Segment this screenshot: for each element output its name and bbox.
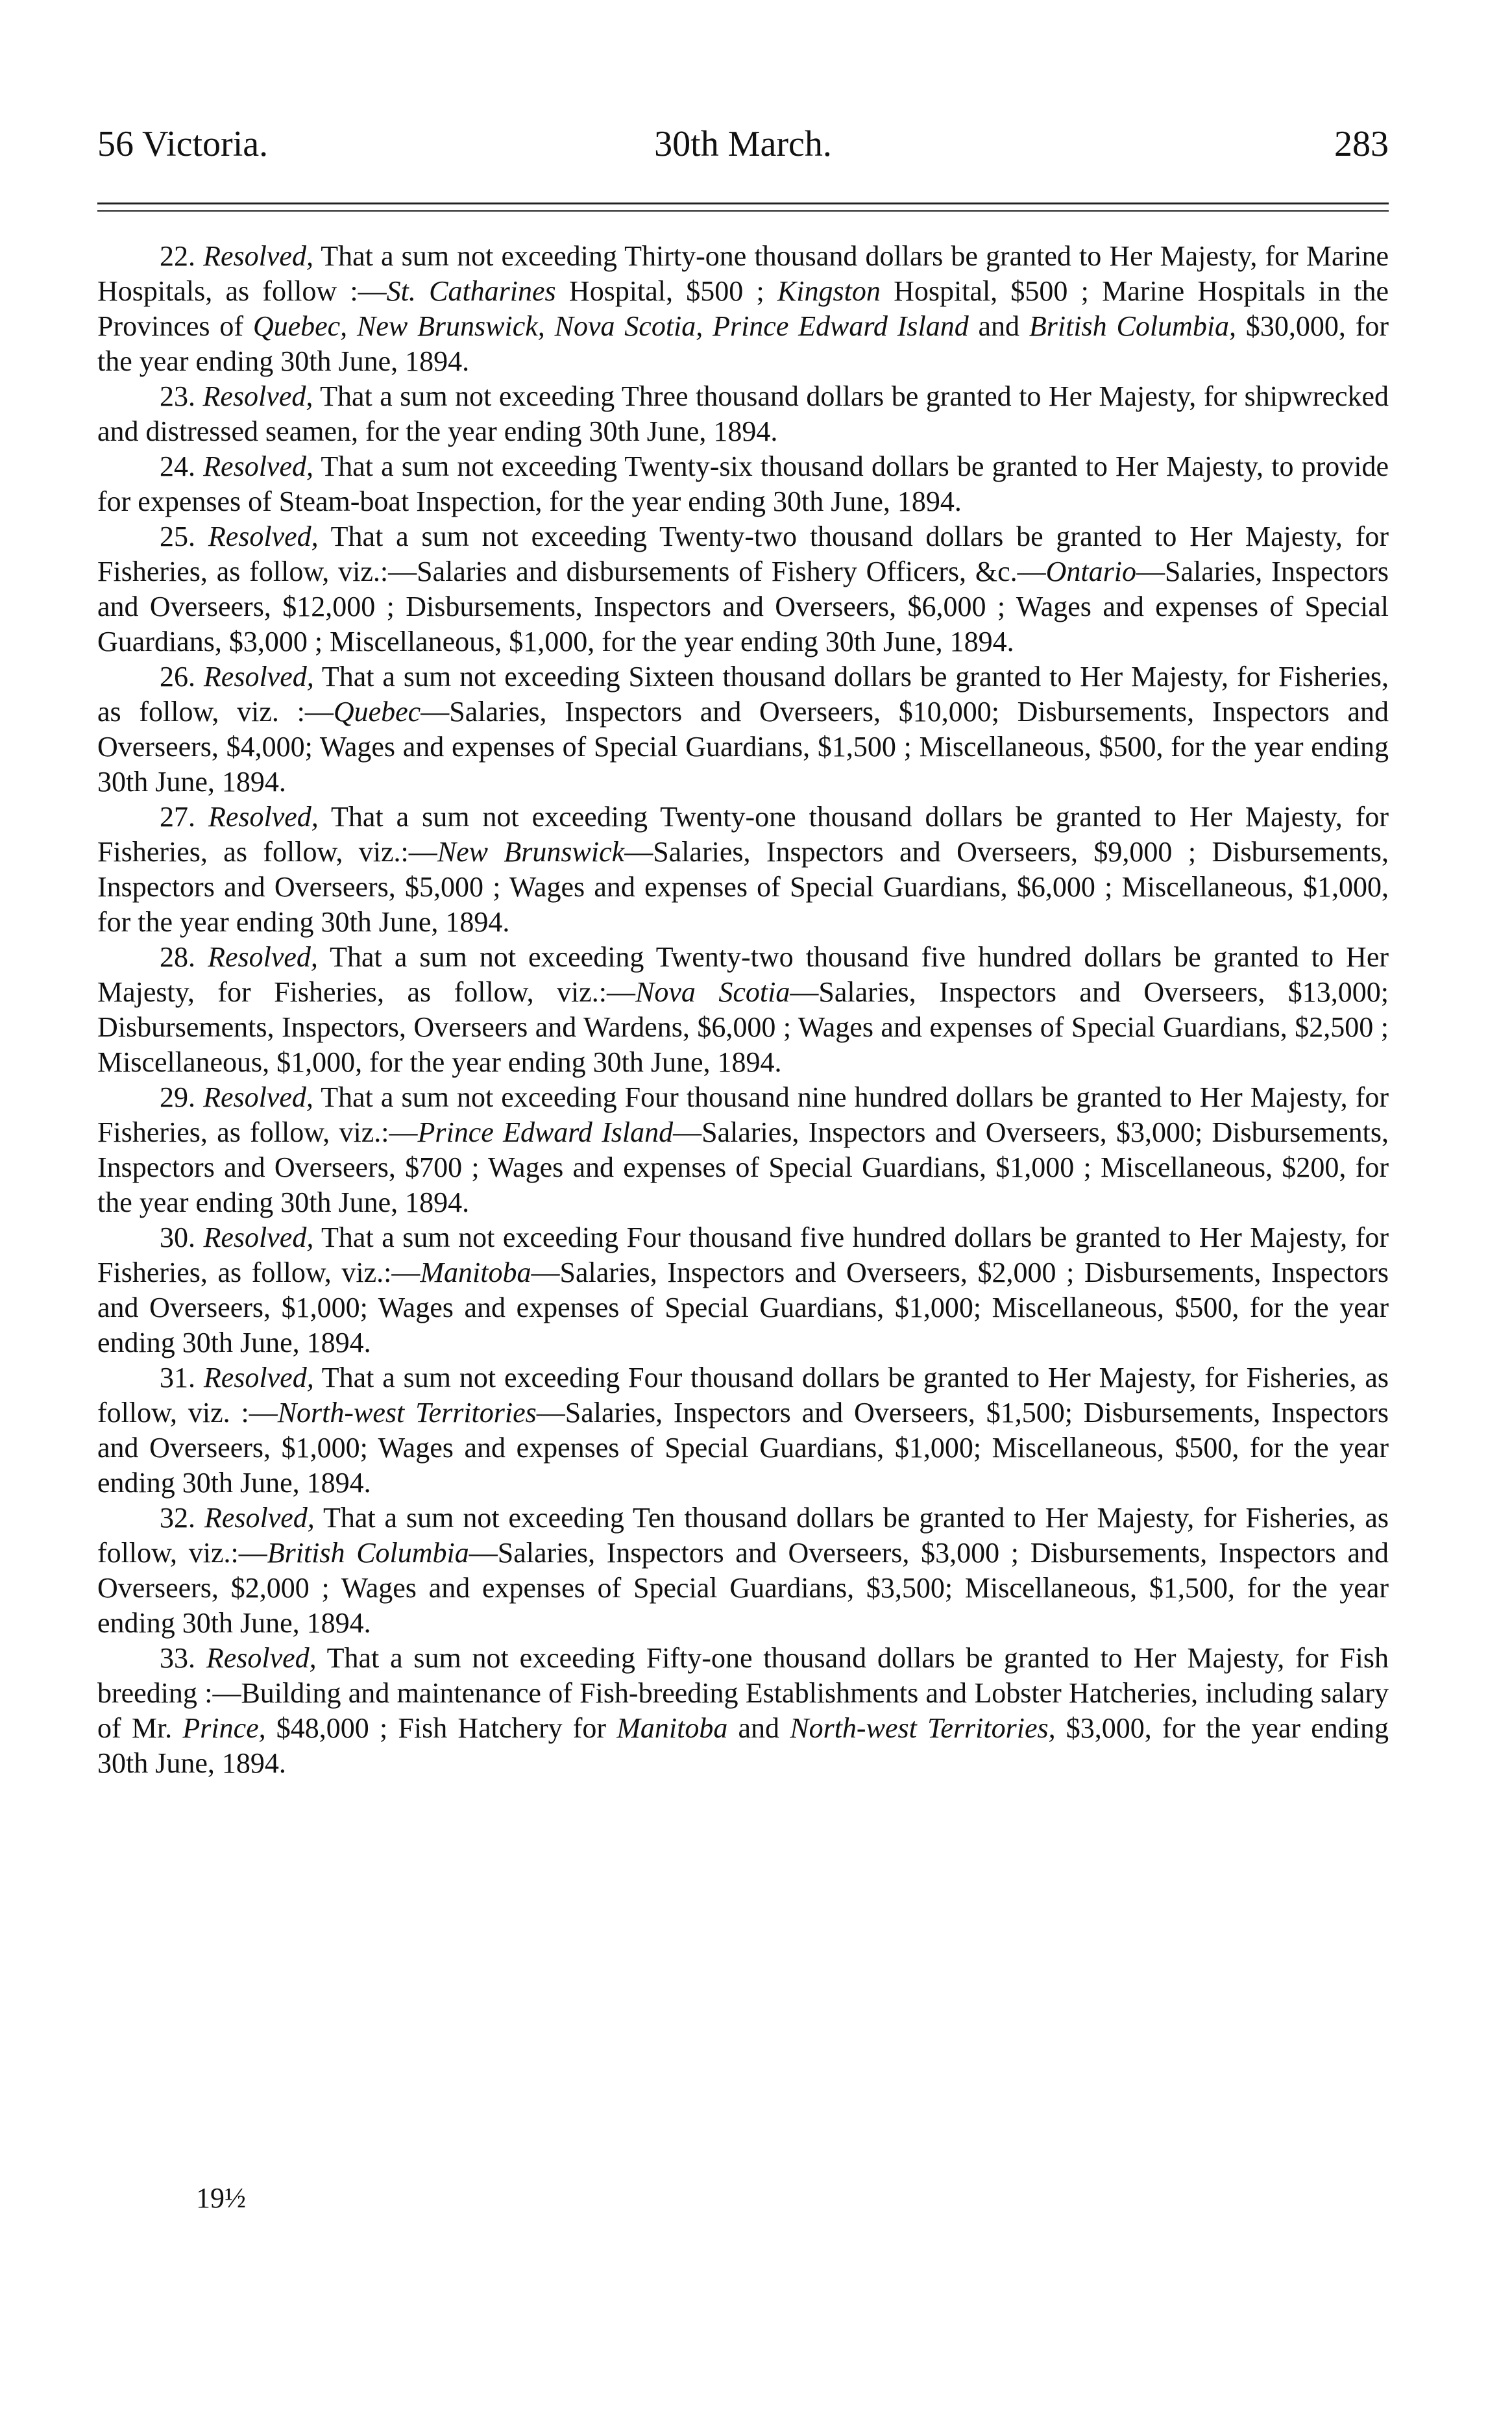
place-name: Kingston (777, 275, 881, 307)
resolution-text: That a sum not exceeding Sixteen thousand dollars be granted to Her Majesty, for Fisheries, as follow, viz. :— (97, 661, 1389, 728)
resolution-31 (97, 1360, 1389, 1501)
resolution-text: $30,000, for the year ending 30th June, 1894. (97, 310, 1389, 377)
resolution-text: $3,000, for the year ending 30th June, 1894. (97, 1712, 1389, 1779)
resolution-text: That a sum not exceeding Thirty-one thousand dollars be granted to Her Majesty, for Marine Hospitals, as follow :— (97, 240, 1389, 307)
resolution-text: and (727, 1712, 790, 1744)
header-session: 56 Victoria. (97, 124, 269, 164)
resolution-lead: Resolved, (203, 1081, 313, 1113)
resolution-number: 31. (160, 1362, 195, 1393)
resolution-text: That a sum not exceeding Three thousand dollars be granted to Her Majesty, for shipwrecked and distressed seamen, for the year ending 30th June, 1894. (97, 380, 1389, 447)
resolution-23 (97, 379, 1389, 449)
place-name: New Brunswick (437, 836, 625, 868)
resolution-lead: Resolved, (203, 450, 313, 482)
resolution-number: 27. (160, 801, 195, 833)
place-name: Quebec (333, 696, 421, 728)
person-name: Prince, (182, 1712, 266, 1744)
resolution-number: 33. (160, 1642, 195, 1674)
signature-mark: 19½ (196, 2182, 246, 2214)
resolution-lead: Resolved, (208, 941, 318, 973)
resolution-lead: Resolved, (203, 1362, 314, 1393)
resolution-text: —Salaries, Inspectors and Overseers, $3,000 ; Disbursements, Inspectors and Overseers, $2,000 ; Wages and expenses of Special Guardians, $3,500; Miscellaneous, $1,500, for the year ending 30th June, 1894. (97, 1537, 1389, 1639)
resolution-number: 22. (160, 240, 195, 272)
resolution-number: 23. (160, 380, 195, 412)
header-rule-thick (97, 202, 1389, 204)
resolution-text: and (968, 310, 1029, 342)
place-name: British Columbia (267, 1537, 469, 1569)
resolution-lead: Resolved, (203, 661, 314, 693)
resolution-text: That a sum not exceeding Fifty-one thousand dollars be granted to Her Majesty, for Fish breeding :—Building and maintenance of Fish-breeding Establishments and Lobster Hatcheries, including salary of Mr. (97, 1642, 1389, 1744)
place-name: Quebec, New Brunswick, Nova Scotia, Prince Edward Island (252, 310, 969, 342)
resolution-text: That a sum not exceeding Twenty-two thousand five hundred dollars be granted to Her Majesty, for Fisheries, as follow, viz.:— (97, 941, 1389, 1008)
place-name: Nova Scotia (635, 976, 790, 1008)
resolution-number: 32. (160, 1502, 195, 1534)
resolution-text: Hospital, $500 ; Marine Hospitals in the Provinces of (97, 275, 1389, 342)
place-name: British Columbia, (1029, 310, 1237, 342)
resolution-text: —Salaries, Inspectors and Overseers, $1,500; Disbursements, Inspectors and Overseers, $1,000; Wages and expenses of Special Guardians, $1,000; Miscellaneous, $500, for the year ending 30th June, 1894. (97, 1397, 1389, 1499)
resolution-27 (97, 800, 1389, 940)
resolution-text: —Salaries, Inspectors and Overseers, $2,000 ; Disbursements, Inspectors and Overseers, $1,000; Wages and expenses of Special Guardians, $1,000; Miscellaneous, $500, for the year ending 30th June, 1894. (97, 1257, 1389, 1358)
page-number: 283 (1334, 124, 1389, 164)
resolution-text: That a sum not exceeding Ten thousand dollars be granted to Her Majesty, for Fisheries, as follow, viz.:— (97, 1502, 1389, 1569)
place-name: Prince Edward Island (417, 1116, 674, 1148)
resolution-number: 28. (160, 941, 195, 973)
resolution-lead: Resolved, (204, 1502, 315, 1534)
resolution-text: That a sum not exceeding Twenty-two thousand dollars be granted to Her Majesty, for Fisheries, as follow, viz.:—Salaries and disbursements of Fishery Officers, &c.— (97, 521, 1389, 587)
resolution-number: 25. (160, 521, 195, 552)
place-name: North-west Territories (277, 1397, 537, 1429)
resolution-number: 26. (160, 661, 195, 693)
resolution-33 (97, 1641, 1389, 1781)
resolution-text: —Salaries, Inspectors and Overseers, $13,000; Disbursements, Inspectors, Overseers and Wardens, $6,000 ; Wages and expenses of Special Guardians, $2,500 ; Miscellaneous, $1,000, for the year ending 30th June, 1894. (97, 976, 1389, 1078)
resolution-text: That a sum not exceeding Twenty-six thousand dollars be granted to Her Majesty, to provide for expenses of Steam-boat Inspection, for the year ending 30th June, 1894. (97, 450, 1389, 517)
resolution-number: 29. (160, 1081, 195, 1113)
resolution-number: 30. (160, 1221, 195, 1253)
resolution-lead: Resolved, (208, 521, 319, 552)
resolution-22 (97, 239, 1389, 379)
resolution-lead: Resolved, (202, 380, 313, 412)
resolution-lead: Resolved, (203, 240, 313, 272)
resolution-lead: Resolved, (206, 1642, 317, 1674)
resolution-29 (97, 1080, 1389, 1220)
resolution-32 (97, 1501, 1389, 1641)
resolution-text: —Salaries, Inspectors and Overseers, $12,000 ; Disbursements, Inspectors and Overseers, $6,000 ; Wages and expenses of Special Guardians, $3,000 ; Miscellaneous, $1,000, for the year ending 30th June, 1894. (97, 556, 1389, 657)
resolution-text: —Salaries, Inspectors and Overseers, $10,000; Disbursements, Inspectors and Overseers, $4,000; Wages and expenses of Special Guardians, $1,500 ; Miscellaneous, $500, for the year ending 30th June, 1894. (97, 696, 1389, 798)
resolution-lead: Resolved, (208, 801, 319, 833)
resolution-lead: Resolved, (203, 1221, 314, 1253)
resolution-text: That a sum not exceeding Four thousand five hundred dollars be granted to Her Majesty, for Fisheries, as follow, viz.:— (97, 1221, 1389, 1288)
resolution-text: That a sum not exceeding Four thousand nine hundred dollars be granted to Her Majesty, for Fisheries, as follow, viz.:— (97, 1081, 1389, 1148)
running-header (97, 118, 1389, 170)
place-name: St. Catharines (386, 275, 556, 307)
resolution-30 (97, 1220, 1389, 1360)
resolution-text: $48,000 ; Fish Hatchery for (265, 1712, 617, 1744)
place-name: Manitoba (420, 1257, 531, 1288)
resolution-text: —Salaries, Inspectors and Overseers, $3,000; Disbursements, Inspectors and Overseers, $700 ; Wages and expenses of Special Guardians, $1,000 ; Miscellaneous, $200, for the year ending 30th June, 1894. (97, 1116, 1389, 1218)
resolution-text: That a sum not exceeding Twenty-one thousand dollars be granted to Her Majesty, for Fisheries, as follow, viz.:— (97, 801, 1389, 868)
resolution-text: Hospital, $500 ; (555, 275, 777, 307)
resolution-number: 24. (160, 450, 195, 482)
place-name: Ontario (1045, 556, 1137, 587)
resolutions-body (97, 239, 1389, 1781)
place-name: North-west Territories, (790, 1712, 1056, 1744)
header-date: 30th March. (654, 124, 832, 164)
resolution-28 (97, 940, 1389, 1080)
resolution-26 (97, 659, 1389, 800)
resolution-text: —Salaries, Inspectors and Overseers, $9,000 ; Disbursements, Inspectors and Overseers, $5,000 ; Wages and expenses of Special Guardians, $6,000 ; Miscellaneous, $1,000, for the year ending 30th June, 1894. (97, 836, 1389, 938)
resolution-text: That a sum not exceeding Four thousand dollars be granted to Her Majesty, for Fisheries, as follow, viz. :— (97, 1362, 1389, 1429)
resolution-24 (97, 449, 1389, 519)
resolution-25 (97, 519, 1389, 659)
place-name: Manitoba (616, 1712, 728, 1744)
header-rule-thin (97, 210, 1389, 212)
